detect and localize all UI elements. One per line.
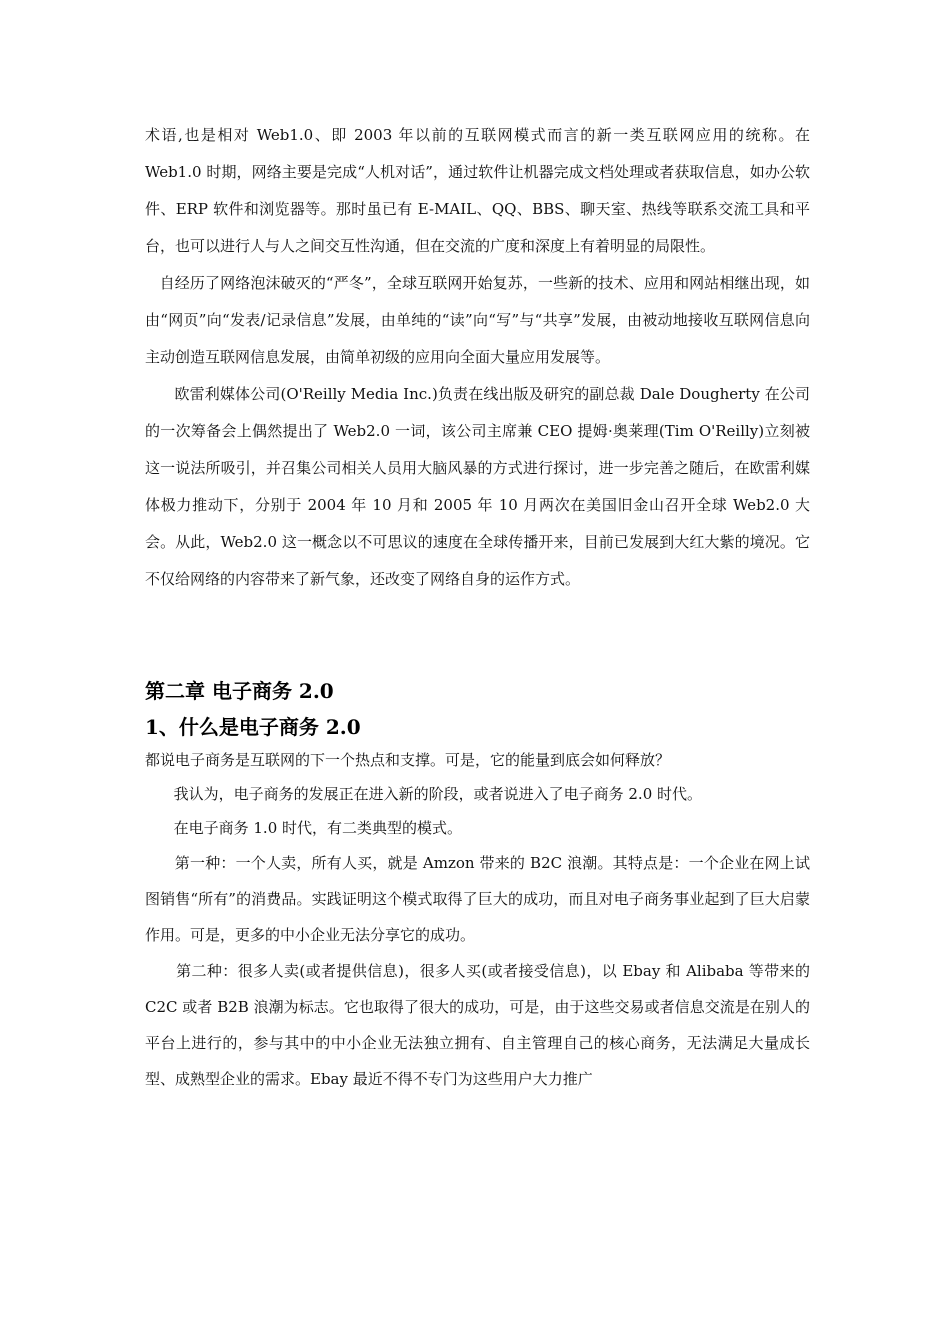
body-paragraph: 第二种：很多人卖(或者提供信息)，很多人买(或者接受信息)，以 Ebay 和 Alibaba 等带来的 C2C 或者 B2B 浪潮为标志。它也取得了很大的成功，可是，由于这些交易或者信息交流是在别人的平台上进行的，参与其中的中小企业无法独立拥有、自主管理自己的核心商务，无法满足大量成长型、成熟型企业的需求。Ebay 最近不得不专门为这些用户大力推广	[145, 962, 815, 1088]
section-title: 1、什么是电子商务 2.0	[145, 715, 361, 739]
body-paragraph: 自经历了网络泡沫破灭的“严冬”，全球互联网开始复苏，一些新的技术、应用和网站相继出现，如由“网页”向“发表/记录信息”发展，由单纯的“读”向“写”与“共享”发展，由被动地接收互联网信息向主动创造互联网信息发展，由简单初级的应用向全面大量应用发展等。	[145, 274, 810, 366]
chapter-title: 第二章 电子商务 2.0	[145, 679, 334, 703]
body-paragraph: 第一种：一个人卖，所有人买，就是 Amzon 带来的 B2C 浪潮。其特点是：一个企业在网上试图销售“所有”的消费品。实践证明这个模式取得了巨大的成功，而且对电子商务事业起到了巨大启蒙作用。可是，更多的中小企业无法分享它的成功。	[145, 854, 811, 944]
body-paragraph: 我认为，电子商务的发展正在进入新的阶段，或者说进入了电子商务 2.0 时代。	[145, 785, 703, 803]
body-paragraph: 在电子商务 1.0 时代，有二类典型的模式。	[145, 819, 463, 837]
body-paragraph: 都说电子商务是互联网的下一个热点和支撑。可是，它的能量到底会如何释放？	[145, 751, 671, 769]
body-paragraph: 术语,也是相对 Web1.0、即 2003 年以前的互联网模式而言的新一类互联网应用的统称。在 Web1.0 时期，网络主要是完成“人机对话”，通过软件让机器完成文档处理或者获取信息，如办公软件、ERP 软件和浏览器等。那时虽已有 E-MAIL、QQ、BBS、聊天室、热线等联系交流工具和平台，也可以进行人与人之间交互性沟通，但在交流的广度和深度上有着明显的局限性。	[145, 126, 815, 255]
document-page	[145, 117, 815, 1097]
body-paragraph: 欧雷利媒体公司(O'Reilly Media Inc.)负责在线出版及研究的副总裁 Dale Dougherty 在公司的一次筹备会上偶然提出了 Web2.0 一词，该公司主席兼 CEO 提姆·奥莱理(Tim O'Reilly)立刻被这一说法所吸引，并召集公司相关人员用大脑风暴的方式进行探讨，进一步完善之随后，在欧雷利媒体极力推动下，分别于 2004 年 10 月和 2005 年 10 月两次在美国旧金山召开全球 Web2.0 大会。从此，Web2.0 这一概念以不可思议的速度在全球传播开来，目前已发展到大红大紫的境况。它不仅给网络的内容带来了新气象，还改变了网络自身的运作方式。	[145, 385, 810, 588]
